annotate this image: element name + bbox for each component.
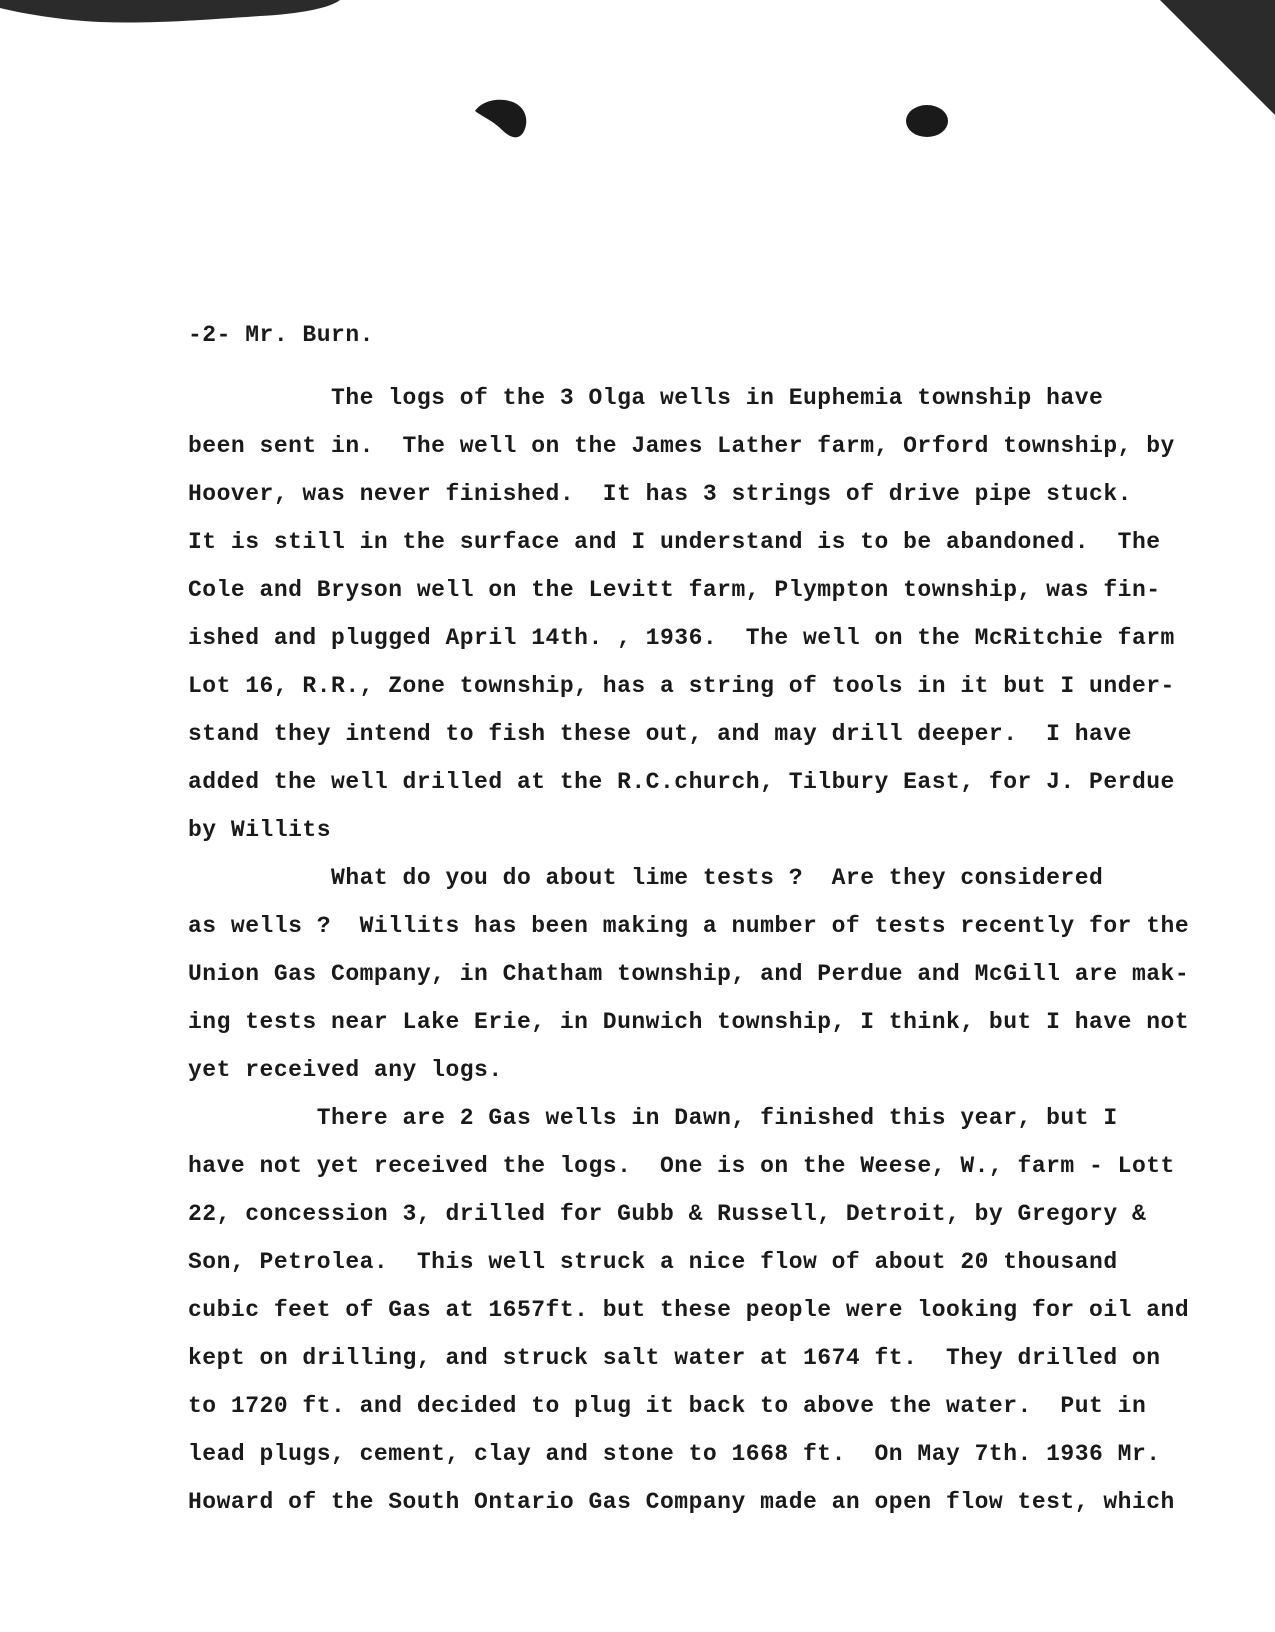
text-line: stand they intend to fish these out, and may drill deeper. I have [188,721,1132,747]
text-line: lead plugs, cement, clay and stone to 1668 ft. On May 7th. 1936 Mr. [188,1441,1161,1467]
text-line: Hoover, was never finished. It has 3 strings of drive pipe stuck. [188,481,1132,507]
text-line: yet received any logs. [188,1057,503,1083]
text-line: ing tests near Lake Erie, in Dunwich township, I think, but I have not [188,1009,1190,1035]
text-line: by Willits [188,817,332,843]
text-line: kept on drilling, and struck salt water at 1674 ft. They drilled on [188,1345,1161,1371]
punch-hole-left [473,97,533,141]
text-line: as wells ? Willits has been making a number of tests recently for the [188,913,1190,939]
torn-edge-mark [0,0,400,40]
text-line: Cole and Bryson well on the Levitt farm, Plympton township, was fin- [188,577,1161,603]
text-line: 22, concession 3, drilled for Gubb & Russell, Detroit, by Gregory & [188,1201,1147,1227]
punch-hole-right [904,103,950,141]
text-line: The logs of the 3 Olga wells in Euphemia township have [188,385,1104,411]
text-line: ished and plugged April 14th. , 1936. The well on the McRitchie farm [188,625,1175,651]
text-line: Union Gas Company, in Chatham township, and Perdue and McGill are mak- [188,961,1190,987]
text-line: What do you do about lime tests ? Are they considered [188,865,1104,891]
text-line: added the well drilled at the R.C.church, Tilbury East, for J. Perdue [188,769,1175,795]
text-line: been sent in. The well on the James Lather farm, Orford township, by [188,433,1175,459]
text-line: have not yet received the logs. One is on the Weese, W., farm - Lott [188,1153,1175,1179]
text-line: There are 2 Gas wells in Dawn, finished this year, but I [188,1105,1118,1131]
text-line: cubic feet of Gas at 1657ft. but these people were looking for oil and [188,1297,1190,1323]
text-line: Son, Petrolea. This well struck a nice flow of about 20 thousand [188,1249,1118,1275]
text-line: to 1720 ft. and decided to plug it back to above the water. Put in [188,1393,1147,1419]
text-line: It is still in the surface and I understand is to be abandoned. The [188,529,1161,555]
text-line: Lot 16, R.R., Zone township, has a string of tools in it but I under- [188,673,1175,699]
text-line: Howard of the South Ontario Gas Company made an open flow test, which [188,1489,1175,1515]
letter-page-header: -2- Mr. Burn. [188,322,374,348]
folded-corner-mark [1160,0,1275,115]
